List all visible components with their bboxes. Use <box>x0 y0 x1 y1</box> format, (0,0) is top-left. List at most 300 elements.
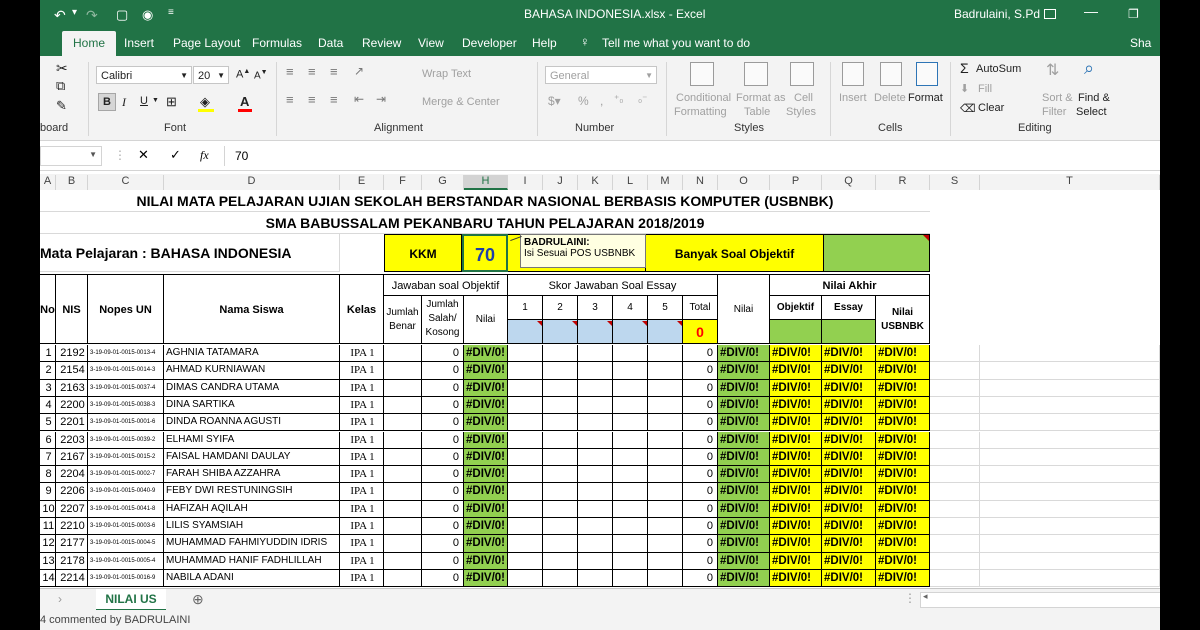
sheet-tab-nilai-us[interactable]: NILAI US <box>96 589 166 611</box>
cell-nopes[interactable]: 3-19-09-01-0015-0002-7 <box>88 466 164 483</box>
cell-nama[interactable]: MUHAMMAD FAHMIYUDDIN IDRIS <box>164 535 340 552</box>
cell-nilai-usbnbk[interactable]: #DIV/0! <box>876 449 930 466</box>
cell-nilai-objektif[interactable]: #DIV/0! <box>464 397 508 414</box>
tab-insert[interactable]: Insert <box>124 36 155 50</box>
cell-essay-3[interactable] <box>578 553 613 570</box>
cell-empty[interactable] <box>930 535 980 552</box>
essay-weight-cell[interactable] <box>822 320 876 344</box>
cell-total[interactable]: 0 <box>683 362 718 379</box>
cell-nilai-objektif[interactable]: #DIV/0! <box>464 449 508 466</box>
conditional-formatting-label-1[interactable]: Conditional <box>676 92 732 104</box>
cell-kelas[interactable]: IPA 1 <box>340 518 384 535</box>
column-header-b[interactable]: B <box>56 175 88 190</box>
cell-essay-3[interactable] <box>578 466 613 483</box>
cell-jumlah-benar[interactable] <box>384 414 422 431</box>
tab-home[interactable]: Home <box>62 31 116 56</box>
cell-nilai-usbnbk[interactable]: #DIV/0! <box>876 414 930 431</box>
cell-essay-3[interactable] <box>578 432 613 449</box>
cell-nilai-akhir-objektif[interactable]: #DIV/0! <box>770 483 822 500</box>
clear-icon[interactable]: ⌫ <box>960 103 976 115</box>
cell-nilai-essay[interactable]: #DIV/0! <box>718 570 770 587</box>
cell-nama[interactable]: FAISAL HAMDANI DAULAY <box>164 449 340 466</box>
cell-no[interactable]: 9 <box>40 483 56 500</box>
cell-nis[interactable]: 2206 <box>56 483 88 500</box>
cell-essay-1[interactable] <box>508 535 543 552</box>
cell-nopes[interactable]: 3-19-09-01-0015-0004-5 <box>88 535 164 552</box>
number-format-select[interactable] <box>545 66 657 84</box>
cell-essay-3[interactable] <box>578 397 613 414</box>
cell-nilai-essay[interactable]: #DIV/0! <box>718 432 770 449</box>
cell-kelas[interactable]: IPA 1 <box>340 553 384 570</box>
cell-nilai-essay[interactable]: #DIV/0! <box>718 362 770 379</box>
kkm-label[interactable]: KKM <box>384 234 462 272</box>
cell-total[interactable]: 0 <box>683 535 718 552</box>
cell-essay-2[interactable] <box>543 501 578 518</box>
cell-essay-2[interactable] <box>543 432 578 449</box>
cell-no[interactable]: 4 <box>40 397 56 414</box>
cell-nilai-akhir-essay[interactable]: #DIV/0! <box>822 345 876 362</box>
cell-essay-3[interactable] <box>578 535 613 552</box>
cell-nilai-usbnbk[interactable]: #DIV/0! <box>876 483 930 500</box>
format-cells-icon[interactable] <box>916 62 938 86</box>
cell-nilai-usbnbk[interactable]: #DIV/0! <box>876 553 930 570</box>
sheet-title[interactable]: NILAI MATA PELAJARAN UJIAN SEKOLAH BERSTANDAR NASIONAL BERBASIS KOMPUTER (USBNBK) <box>40 190 930 212</box>
kkm-value-cell[interactable]: 70 <box>462 234 508 272</box>
cell-jumlah-benar[interactable] <box>384 553 422 570</box>
cell-no[interactable]: 2 <box>40 362 56 379</box>
cell-no[interactable]: 5 <box>40 414 56 431</box>
cell-jumlah-salah[interactable]: 0 <box>422 362 464 379</box>
tell-me-search[interactable]: Tell me what you want to do <box>602 36 751 50</box>
cell-nama[interactable]: DINDA ROANNA AGUSTI <box>164 414 340 431</box>
cell-empty[interactable] <box>980 397 1160 414</box>
fill-button[interactable]: Fill <box>978 83 993 95</box>
cell-nilai-objektif[interactable]: #DIV/0! <box>464 535 508 552</box>
cell-nis[interactable]: 2177 <box>56 535 88 552</box>
cell-nama[interactable]: AHMAD KURNIAWAN <box>164 362 340 379</box>
cell-nis[interactable]: 2210 <box>56 518 88 535</box>
cell-nilai-akhir-essay[interactable]: #DIV/0! <box>822 414 876 431</box>
comment-popup[interactable] <box>520 234 646 268</box>
cell-empty[interactable] <box>980 535 1160 552</box>
add-sheet-icon[interactable]: ⊕ <box>192 591 204 607</box>
cell-nilai-usbnbk[interactable]: #DIV/0! <box>876 501 930 518</box>
column-header-e[interactable]: E <box>340 175 384 190</box>
accounting-format-icon[interactable]: $▾ <box>548 94 561 108</box>
tab-data[interactable]: Data <box>318 36 344 50</box>
cell-nama[interactable]: ELHAMI SYIFA <box>164 432 340 449</box>
cell-empty[interactable] <box>980 518 1160 535</box>
cell-essay-5[interactable] <box>648 535 683 552</box>
restore-icon[interactable]: ❐ <box>1128 7 1139 21</box>
cell-jumlah-salah[interactable]: 0 <box>422 380 464 397</box>
cell-kelas[interactable]: IPA 1 <box>340 432 384 449</box>
cell-empty[interactable] <box>930 466 980 483</box>
cell-essay-3[interactable] <box>578 345 613 362</box>
minimize-icon[interactable]: — <box>1084 3 1098 19</box>
header-essay-1[interactable]: 1 <box>508 296 543 320</box>
insert-function-icon[interactable]: fx <box>200 148 209 162</box>
cell-essay-5[interactable] <box>648 362 683 379</box>
cell-nama[interactable]: FARAH SHIBA AZZAHRA <box>164 466 340 483</box>
cell-empty[interactable] <box>980 553 1160 570</box>
cell-jumlah-benar[interactable] <box>384 397 422 414</box>
cell-nilai-usbnbk[interactable]: #DIV/0! <box>876 570 930 587</box>
cell-empty[interactable] <box>930 449 980 466</box>
cell-nilai-usbnbk[interactable]: #DIV/0! <box>876 380 930 397</box>
cell-nilai-objektif[interactable]: #DIV/0! <box>464 380 508 397</box>
cell-essay-2[interactable] <box>543 466 578 483</box>
conditional-formatting-label-2[interactable]: Formatting <box>674 106 727 118</box>
cell-nama[interactable]: NABILA ADANI <box>164 570 340 587</box>
cell-essay-2[interactable] <box>543 553 578 570</box>
cell-nilai-essay[interactable]: #DIV/0! <box>718 449 770 466</box>
cell-essay-3[interactable] <box>578 414 613 431</box>
column-header-n[interactable]: N <box>683 175 718 190</box>
insert-cells-button[interactable]: Insert <box>839 92 867 104</box>
cell-essay-1[interactable] <box>508 518 543 535</box>
cell-jumlah-benar[interactable] <box>384 518 422 535</box>
cell-essay-1[interactable] <box>508 362 543 379</box>
cell-essay-3[interactable] <box>578 362 613 379</box>
comma-icon[interactable]: , <box>600 94 604 108</box>
cell-essay-5[interactable] <box>648 483 683 500</box>
cell-empty[interactable] <box>980 466 1160 483</box>
cell-nis[interactable]: 2201 <box>56 414 88 431</box>
delete-cells-button[interactable]: Delete <box>874 92 906 104</box>
insert-cells-icon[interactable] <box>842 62 864 86</box>
print-preview-icon[interactable]: ▢ <box>116 7 129 22</box>
scroll-left-icon[interactable]: ◂ <box>923 591 928 601</box>
cell-nis[interactable]: 2203 <box>56 432 88 449</box>
cell-empty[interactable] <box>930 518 980 535</box>
cell-jumlah-salah[interactable]: 0 <box>422 535 464 552</box>
cell-nopes[interactable]: 3-19-09-01-0015-0003-6 <box>88 518 164 535</box>
sort-filter-label-1[interactable]: Sort & <box>1042 92 1073 104</box>
cell-nilai-usbnbk[interactable]: #DIV/0! <box>876 397 930 414</box>
cell-essay-4[interactable] <box>613 570 648 587</box>
cell-essay-1[interactable] <box>508 397 543 414</box>
cell-nilai-akhir-objektif[interactable]: #DIV/0! <box>770 466 822 483</box>
total-value-cell[interactable]: 0 <box>683 320 718 344</box>
cell-nama[interactable]: LILIS SYAMSIAH <box>164 518 340 535</box>
cell-essay-1[interactable] <box>508 501 543 518</box>
find-select-label-2[interactable]: Select <box>1076 106 1107 118</box>
name-box[interactable] <box>40 146 102 166</box>
cell-nilai-usbnbk[interactable]: #DIV/0! <box>876 345 930 362</box>
cell-nilai-essay[interactable]: #DIV/0! <box>718 466 770 483</box>
increase-indent-icon[interactable]: ⇥ <box>376 92 387 106</box>
borders-icon[interactable]: ⊞ <box>166 94 177 109</box>
cell-essay-5[interactable] <box>648 501 683 518</box>
ribbon-display-icon[interactable] <box>1044 9 1056 19</box>
cell-nopes[interactable]: 3-19-09-01-0015-0040-9 <box>88 483 164 500</box>
cell-no[interactable]: 8 <box>40 466 56 483</box>
cell-essay-4[interactable] <box>613 518 648 535</box>
column-header-t[interactable]: T <box>980 175 1160 190</box>
header-essay-2[interactable]: 2 <box>543 296 578 320</box>
sort-filter-icon[interactable]: ⇅ <box>1046 62 1060 79</box>
banyak-soal-label[interactable]: Banyak Soal Objektif <box>646 234 824 272</box>
cell-jumlah-benar[interactable] <box>384 380 422 397</box>
confirm-entry-icon[interactable]: ✓ <box>170 147 181 162</box>
cell-jumlah-salah[interactable]: 0 <box>422 432 464 449</box>
cell-nopes[interactable]: 3-19-09-01-0015-0005-4 <box>88 553 164 570</box>
share-button[interactable]: Sha <box>1130 36 1152 50</box>
column-header-c[interactable]: C <box>88 175 164 190</box>
cell-jumlah-salah[interactable]: 0 <box>422 414 464 431</box>
cell-styles-label-1[interactable]: Cell <box>794 92 813 104</box>
cell-no[interactable]: 10 <box>40 501 56 518</box>
cell-essay-4[interactable] <box>613 501 648 518</box>
italic-button[interactable]: I <box>122 95 126 109</box>
cell-essay-3[interactable] <box>578 380 613 397</box>
cell-nilai-essay[interactable]: #DIV/0! <box>718 535 770 552</box>
clear-button[interactable]: Clear <box>978 102 1005 114</box>
redo-icon[interactable]: ↷ <box>86 7 98 23</box>
header-total[interactable]: Total <box>683 296 718 320</box>
cell-nilai-objektif[interactable]: #DIV/0! <box>464 362 508 379</box>
cell-nilai-akhir-objektif[interactable]: #DIV/0! <box>770 449 822 466</box>
cell-nama[interactable]: FEBY DWI RESTUNINGSIH <box>164 483 340 500</box>
cell-nopes[interactable]: 3-19-09-01-0015-0041-8 <box>88 501 164 518</box>
cell-nilai-akhir-objektif[interactable]: #DIV/0! <box>770 553 822 570</box>
cell-essay-4[interactable] <box>613 414 648 431</box>
tab-split-icon[interactable]: ⋮ <box>904 591 916 605</box>
cell-kelas[interactable]: IPA 1 <box>340 535 384 552</box>
header-kelas[interactable]: Kelas <box>340 274 384 344</box>
cell-kelas[interactable]: IPA 1 <box>340 570 384 587</box>
cell-nilai-essay[interactable]: #DIV/0! <box>718 345 770 362</box>
cell-nilai-objektif[interactable]: #DIV/0! <box>464 345 508 362</box>
cell-essay-4[interactable] <box>613 397 648 414</box>
increase-font-icon[interactable]: A▲ <box>236 68 251 81</box>
font-name-select[interactable] <box>96 66 192 84</box>
undo-dropdown-icon[interactable]: ▾ <box>72 7 78 18</box>
cell-empty[interactable] <box>980 380 1160 397</box>
cell-nilai-akhir-essay[interactable]: #DIV/0! <box>822 553 876 570</box>
tab-formulas[interactable]: Formulas <box>252 36 303 50</box>
column-header-f[interactable]: F <box>384 175 422 190</box>
find-select-label-1[interactable]: Find & <box>1078 92 1110 104</box>
horizontal-scrollbar[interactable] <box>920 592 1160 608</box>
cell-nilai-akhir-essay[interactable]: #DIV/0! <box>822 432 876 449</box>
cell-nama[interactable]: DIMAS CANDRA UTAMA <box>164 380 340 397</box>
cell-jumlah-benar[interactable] <box>384 432 422 449</box>
cell-essay-1[interactable] <box>508 414 543 431</box>
top-align-icon[interactable]: ≡ <box>286 64 294 79</box>
cell-nilai-akhir-essay[interactable]: #DIV/0! <box>822 397 876 414</box>
cell-nilai-objektif[interactable]: #DIV/0! <box>464 483 508 500</box>
cell-empty[interactable] <box>980 362 1160 379</box>
cell-no[interactable]: 14 <box>40 570 56 587</box>
cell-essay-5[interactable] <box>648 518 683 535</box>
column-header-s[interactable]: S <box>930 175 980 190</box>
cell-kelas[interactable]: IPA 1 <box>340 414 384 431</box>
cell-total[interactable]: 0 <box>683 483 718 500</box>
delete-cells-icon[interactable] <box>880 62 902 86</box>
cell-essay-2[interactable] <box>543 397 578 414</box>
cell-nama[interactable]: HAFIZAH AQILAH <box>164 501 340 518</box>
cell-empty[interactable] <box>930 362 980 379</box>
cell-kelas[interactable]: IPA 1 <box>340 345 384 362</box>
font-size-select[interactable] <box>193 66 229 84</box>
cell-total[interactable]: 0 <box>683 345 718 362</box>
cell-nilai-objektif[interactable]: #DIV/0! <box>464 553 508 570</box>
formula-input[interactable] <box>224 146 1160 166</box>
autosum-icon[interactable]: Σ <box>960 60 969 76</box>
cell-nilai-akhir-essay[interactable]: #DIV/0! <box>822 570 876 587</box>
cell-essay-1[interactable] <box>508 449 543 466</box>
cell-nilai-usbnbk[interactable]: #DIV/0! <box>876 535 930 552</box>
cell-nis[interactable]: 2207 <box>56 501 88 518</box>
decrease-indent-icon[interactable]: ⇤ <box>354 92 365 106</box>
header-objektif[interactable]: Objektif <box>770 296 822 320</box>
header-no[interactable]: No <box>40 274 56 344</box>
cell-kelas[interactable]: IPA 1 <box>340 501 384 518</box>
cell-nis[interactable]: 2154 <box>56 362 88 379</box>
cell-nilai-akhir-essay[interactable]: #DIV/0! <box>822 483 876 500</box>
cell-nama[interactable]: AGHNIA TATAMARA <box>164 345 340 362</box>
cell-nis[interactable]: 2204 <box>56 466 88 483</box>
cell-nilai-objektif[interactable]: #DIV/0! <box>464 518 508 535</box>
cell-essay-2[interactable] <box>543 483 578 500</box>
cell-nopes[interactable]: 3-19-09-01-0015-0015-2 <box>88 449 164 466</box>
fill-icon[interactable]: ⬇ <box>960 83 970 95</box>
cell-empty[interactable] <box>980 483 1160 500</box>
cell-essay-5[interactable] <box>648 380 683 397</box>
cell-essay-4[interactable] <box>613 362 648 379</box>
align-right-icon[interactable]: ≡ <box>330 92 338 107</box>
subject-label[interactable]: Mata Pelajaran : BAHASA INDONESIA <box>40 234 340 272</box>
column-header-o[interactable]: O <box>718 175 770 190</box>
cell-empty[interactable] <box>930 414 980 431</box>
cell-essay-5[interactable] <box>648 432 683 449</box>
wrap-text-button[interactable]: Wrap Text <box>422 68 472 80</box>
cell-essay-4[interactable] <box>613 432 648 449</box>
cell-nilai-usbnbk[interactable]: #DIV/0! <box>876 466 930 483</box>
cell-essay-3[interactable] <box>578 518 613 535</box>
cell-essay-4[interactable] <box>613 345 648 362</box>
column-header-l[interactable]: L <box>613 175 648 190</box>
cell-nilai-akhir-essay[interactable]: #DIV/0! <box>822 362 876 379</box>
cell-nilai-essay[interactable]: #DIV/0! <box>718 501 770 518</box>
cell-empty[interactable] <box>980 449 1160 466</box>
cell-total[interactable]: 0 <box>683 414 718 431</box>
format-as-table-label-2[interactable]: Table <box>744 106 771 118</box>
cell-essay-5[interactable] <box>648 345 683 362</box>
cell-nama[interactable]: MUHAMMAD HANIF FADHLILLAH <box>164 553 340 570</box>
merge-center-button[interactable]: Merge & Center <box>422 96 500 108</box>
cell-empty[interactable] <box>930 432 980 449</box>
percent-icon[interactable]: % <box>578 94 589 108</box>
middle-align-icon[interactable]: ≡ <box>308 64 316 79</box>
cell-empty[interactable] <box>930 501 980 518</box>
column-header-h[interactable]: H <box>464 175 508 190</box>
cell-jumlah-salah[interactable]: 0 <box>422 518 464 535</box>
cell-nilai-objektif[interactable]: #DIV/0! <box>464 501 508 518</box>
font-color-icon[interactable]: A <box>240 94 250 109</box>
cell-essay-4[interactable] <box>613 553 648 570</box>
cell-nilai-essay[interactable]: #DIV/0! <box>718 553 770 570</box>
header-nilai-essay[interactable]: Nilai <box>718 274 770 344</box>
cell-empty[interactable] <box>930 483 980 500</box>
cell-essay-1[interactable] <box>508 570 543 587</box>
cell-essay-5[interactable] <box>648 570 683 587</box>
header-nilai-usbnbk[interactable] <box>876 296 930 344</box>
cut-icon[interactable]: ✂ <box>56 60 68 76</box>
cell-total[interactable]: 0 <box>683 570 718 587</box>
cell-jumlah-salah[interactable]: 0 <box>422 345 464 362</box>
cell-total[interactable]: 0 <box>683 380 718 397</box>
cell-kelas[interactable]: IPA 1 <box>340 483 384 500</box>
cell-nis[interactable]: 2167 <box>56 449 88 466</box>
cell-nilai-akhir-objektif[interactable]: #DIV/0! <box>770 518 822 535</box>
cell-empty[interactable] <box>930 397 980 414</box>
format-as-table-icon[interactable] <box>744 62 768 86</box>
cell-essay-3[interactable] <box>578 570 613 587</box>
cell-nilai-akhir-essay[interactable]: #DIV/0! <box>822 518 876 535</box>
cell-empty[interactable] <box>930 570 980 587</box>
cell-essay-3[interactable] <box>578 501 613 518</box>
cell-jumlah-benar[interactable] <box>384 483 422 500</box>
cell-essay-1[interactable] <box>508 380 543 397</box>
cell-nopes[interactable]: 3-19-09-01-0015-0016-9 <box>88 570 164 587</box>
bold-button[interactable]: B <box>98 93 116 111</box>
cell-nilai-objektif[interactable]: #DIV/0! <box>464 570 508 587</box>
cell-nis[interactable]: 2163 <box>56 380 88 397</box>
column-header-i[interactable]: I <box>508 175 543 190</box>
fill-color-icon[interactable]: ◈ <box>200 94 210 109</box>
cell-total[interactable]: 0 <box>683 518 718 535</box>
cell-kelas[interactable]: IPA 1 <box>340 449 384 466</box>
header-nis[interactable]: NIS <box>56 274 88 344</box>
cell-nilai-akhir-objektif[interactable]: #DIV/0! <box>770 397 822 414</box>
cell-essay-3[interactable] <box>578 449 613 466</box>
cell-nis[interactable]: 2192 <box>56 345 88 362</box>
header-essay[interactable]: Essay <box>822 296 876 320</box>
cell-styles-icon[interactable] <box>790 62 814 86</box>
cell-nis[interactable]: 2178 <box>56 553 88 570</box>
cell-jumlah-benar[interactable] <box>384 362 422 379</box>
cell-nilai-essay[interactable]: #DIV/0! <box>718 397 770 414</box>
undo-icon[interactable]: ↶ <box>54 7 66 23</box>
column-header-a[interactable]: A <box>40 175 56 190</box>
cell-nilai-akhir-objektif[interactable]: #DIV/0! <box>770 570 822 587</box>
cell-essay-2[interactable] <box>543 362 578 379</box>
cell-essay-2[interactable] <box>543 535 578 552</box>
cell-essay-2[interactable] <box>543 380 578 397</box>
cell-jumlah-benar[interactable] <box>384 501 422 518</box>
autosum-button[interactable]: AutoSum <box>976 63 1022 75</box>
cell-nis[interactable]: 2200 <box>56 397 88 414</box>
cell-empty[interactable] <box>980 345 1160 362</box>
cell-essay-1[interactable] <box>508 483 543 500</box>
chevron-down-icon[interactable]: ▼ <box>152 97 159 104</box>
cell-empty[interactable] <box>980 570 1160 587</box>
cell-jumlah-benar[interactable] <box>384 345 422 362</box>
cell-essay-5[interactable] <box>648 449 683 466</box>
column-header-k[interactable]: K <box>578 175 613 190</box>
cell-nilai-akhir-objektif[interactable]: #DIV/0! <box>770 414 822 431</box>
cell-kelas[interactable]: IPA 1 <box>340 397 384 414</box>
cell-no[interactable]: 13 <box>40 553 56 570</box>
cell-nilai-akhir-essay[interactable]: #DIV/0! <box>822 449 876 466</box>
cell-essay-5[interactable] <box>648 553 683 570</box>
header-nilai-akhir[interactable]: Nilai Akhir <box>770 274 930 296</box>
tab-scroll-right-icon[interactable]: › <box>58 592 62 606</box>
cell-empty[interactable] <box>930 345 980 362</box>
